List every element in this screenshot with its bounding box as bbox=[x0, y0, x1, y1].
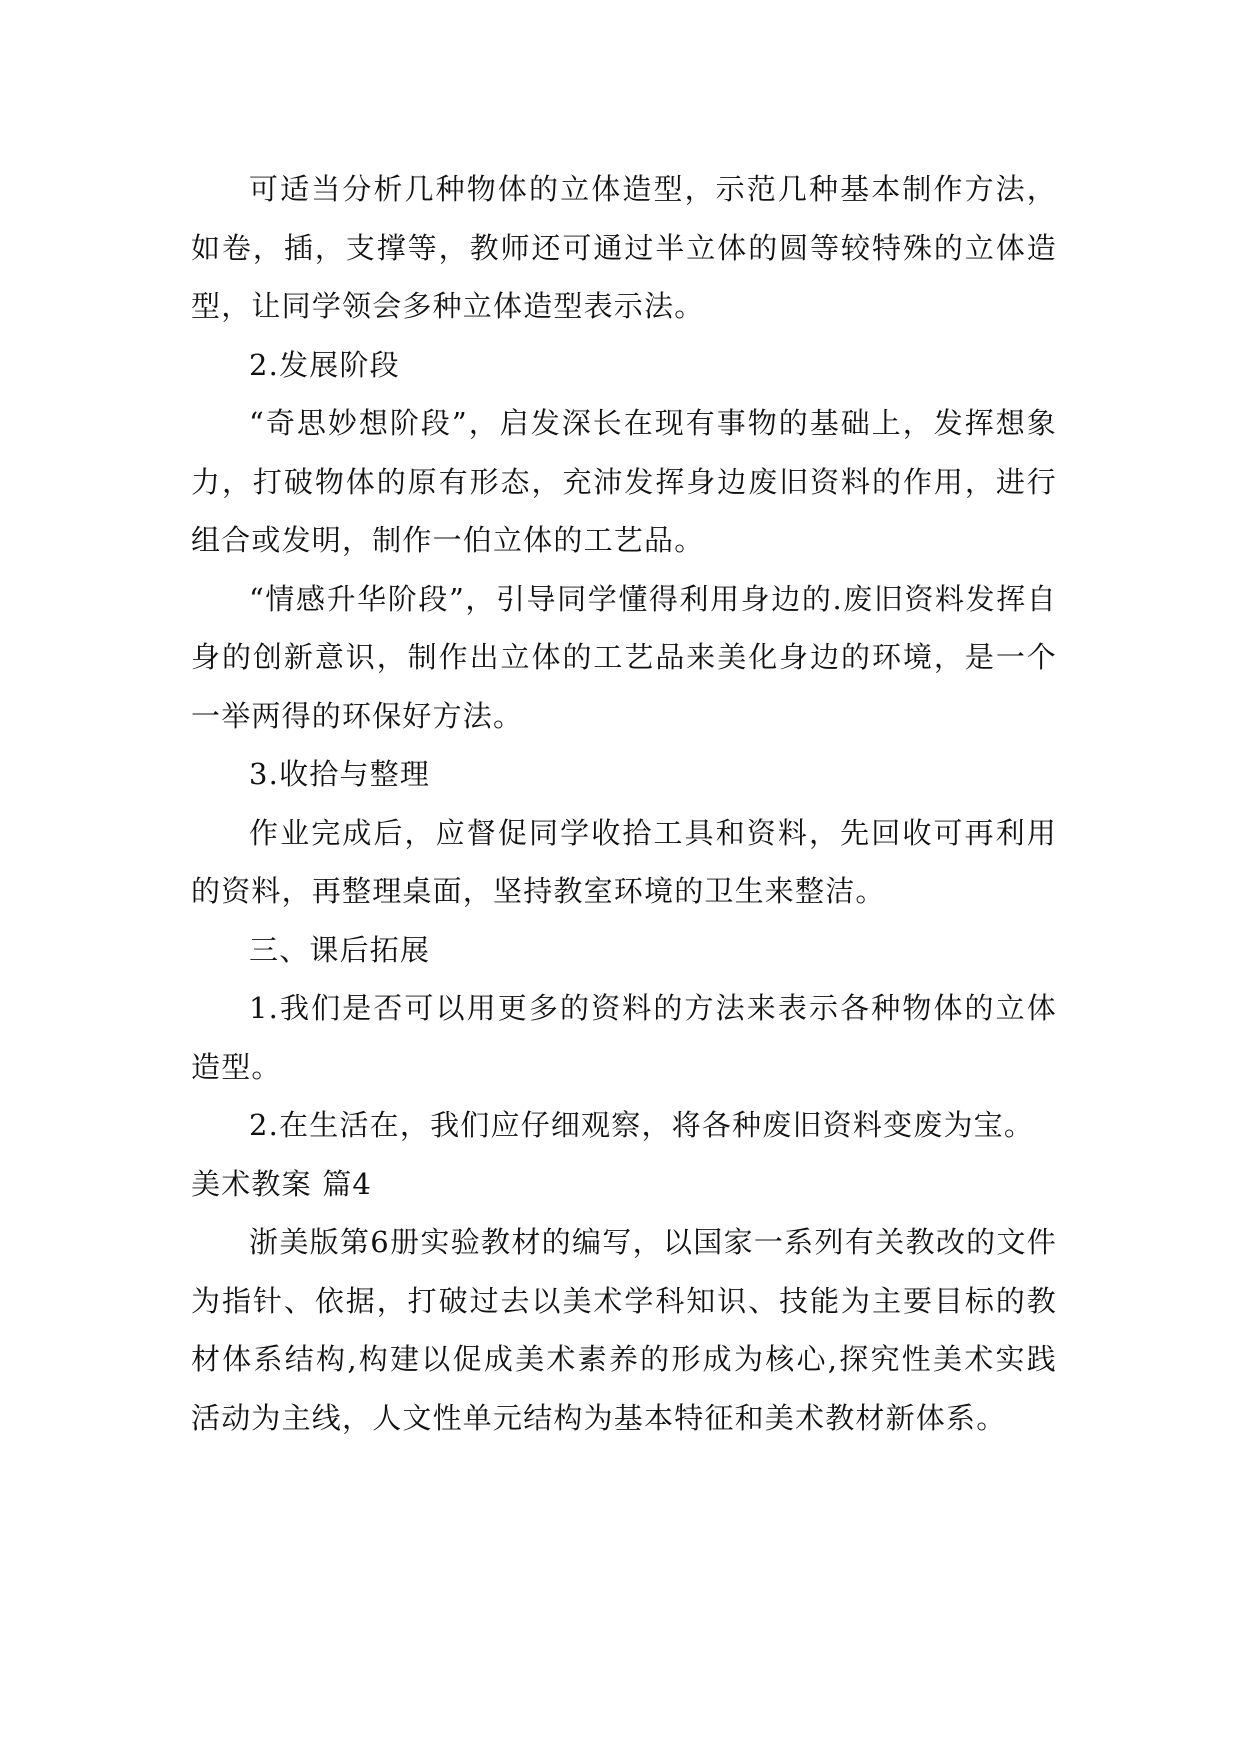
paragraph-imagination-stage: “奇思妙想阶段”，启发深长在现有事物的基础上，发挥想象力，打破物体的原有形态，充沛发挥身边废旧资料的作用，进行组合或发明，制作一伯立体的工艺品。 bbox=[191, 406, 1057, 557]
paragraph-extension-1: 1.我们是否可以用更多的资料的方法来表示各种物体的立体造型。 bbox=[191, 991, 1057, 1084]
paragraph-demo-methods: 可适当分析几种物体的立体造型，示范几种基本制作方法，如卷，插，支撑等，教师还可通过半立体的圆等较特殊的立体造型，让同学领会多种立体造型表示法。 bbox=[191, 172, 1057, 323]
heading-extension: 三、课后拓展 bbox=[249, 932, 431, 967]
paragraph-extension-2: 2.在生活在，我们应仔细观察，将各种废旧资料变废为宝。 bbox=[249, 1108, 1035, 1142]
heading-cleanup: 3.收拾与整理 bbox=[249, 757, 431, 791]
document-body bbox=[191, 160, 1057, 1447]
heading-development-stage: 2.发展阶段 bbox=[249, 347, 400, 382]
section-title-lesson-4: 美术教案 篇4 bbox=[191, 1166, 373, 1201]
paragraph-cleanup: 作业完成后，应督促同学收拾工具和资料，先回收可再利用的资料，再整理桌面，坚持教室环境的卫生来整洁。 bbox=[191, 815, 1057, 908]
paragraph-emotion-stage: “情感升华阶段”，引导同学懂得利用身边的.废旧资料发挥自身的创新意识，制作出立体的工艺品来美化身边的环境，是一个一举两得的环保好方法。 bbox=[191, 581, 1057, 733]
paragraph-textbook-overview: 浙美版第6册实验教材的编写，以国家一系列有关教改的文件为指针、依据，打破过去以美术学科知识、技能为主要目标的教材体系结构,构建以促成美术素养的形成为核心,探究性美术实践活动为主线，人文性单元结构为基本特征和美术教材新体系。 bbox=[191, 1225, 1057, 1435]
